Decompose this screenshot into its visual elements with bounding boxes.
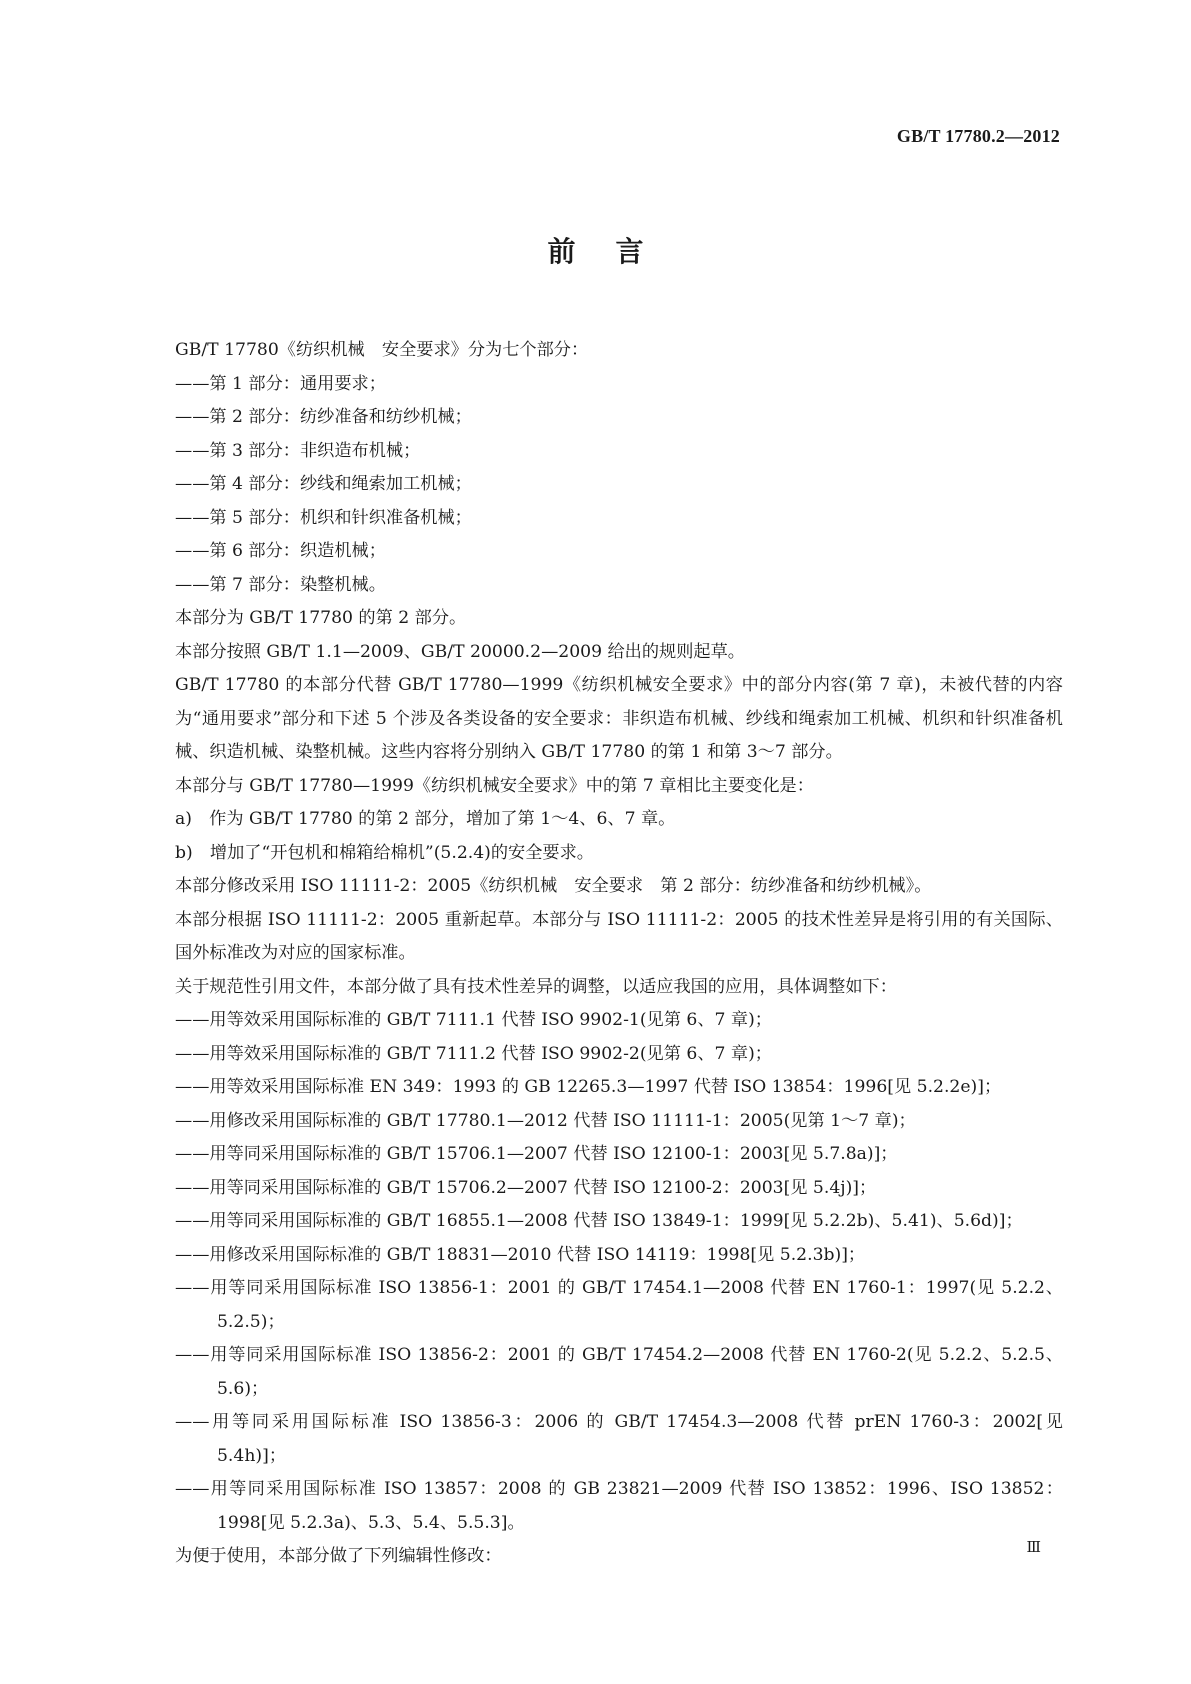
intro-paragraph: GB/T 17780《纺织机械 安全要求》分为七个部分： <box>175 340 589 360</box>
reference-list-item: ——用等同采用国际标准的 GB/T 15706.2—2007 代替 ISO 12100-2：2003[见 5.4j)]； <box>175 1177 877 1198</box>
paragraph: GB/T 17780 的本部分代替 GB/T 17780—1999《纺织机械安全要求》中的部分内容(第 7 章)，未被代替的内容为“通用要求”部分和下述 5 个涉及各类设备的安全要求：非织造布机械、纱线和绳索加工机械、机织和针织准备机械、织造机械、染整机械。这些内容将分别纳入 GB/T 17780 的第 1 和第 3～7 部分。 <box>175 675 1063 762</box>
reference-list-item: ——用等同采用国际标准 ISO 13856-3：2006 的 GB/T 17454.3—2008 代替 prEN 1760-3：2002[见 5.4h)]； <box>175 1412 1063 1466</box>
reference-list-item: ——用等同采用国际标准 ISO 13856-1：2001 的 GB/T 17454.1—2008 代替 EN 1760-1：1997(见 5.2.2、5.2.5)； <box>175 1278 1063 1332</box>
part-list-item: ——第 7 部分：染整机械。 <box>175 574 386 595</box>
document-body <box>175 334 1063 1574</box>
reference-list-item: ——用等效采用国际标准的 GB/T 7111.2 代替 ISO 9902-2(见第 6、7 章)； <box>175 1043 772 1064</box>
page-number: Ⅲ <box>1026 1538 1041 1556</box>
part-list-item: ——第 1 部分：通用要求； <box>175 373 386 394</box>
part-list-item: ——第 3 部分：非织造布机械； <box>175 440 421 461</box>
paragraph: 本部分为 GB/T 17780 的第 2 部分。 <box>175 608 467 628</box>
paragraph: 本部分按照 GB/T 1.1—2009、GB/T 20000.2—2009 给出的规则起草。 <box>175 641 745 662</box>
part-list-item: ——第 4 部分：纱线和绳索加工机械； <box>175 474 472 494</box>
reference-list-item: ——用等效采用国际标准 EN 349：1993 的 GB 12265.3—1997 代替 ISO 13854：1996[见 5.2.2e)]； <box>175 1077 1002 1097</box>
change-list-item: a) 作为 GB/T 17780 的第 2 部分，增加了第 1～4、6、7 章。 <box>175 809 676 829</box>
reference-list-item: ——用等同采用国际标准 ISO 13856-2：2001 的 GB/T 17454.2—2008 代替 EN 1760-2(见 5.2.2、5.2.5、5.6)； <box>175 1345 1063 1399</box>
reference-list-item: ——用修改采用国际标准的 GB/T 18831—2010 代替 ISO 14119：1998[见 5.2.3b)]； <box>175 1244 866 1265</box>
reference-list-item: ——用等同采用国际标准的 GB/T 16855.1—2008 代替 ISO 13849-1：1999[见 5.2.2b)、5.41)、5.6d)]； <box>175 1211 1023 1231</box>
paragraph: 为便于使用，本部分做了下列编辑性修改： <box>175 1546 502 1566</box>
part-list-item: ——第 6 部分：织造机械； <box>175 541 386 561</box>
standard-code: GB/T 17780.2—2012 <box>896 126 1060 146</box>
reference-list-item: ——用等同采用国际标准 ISO 13857：2008 的 GB 23821—2009 代替 ISO 13852：1996、ISO 13852：1998[见 5.2.3a)、5.3、5.4、5.5.3]。 <box>175 1479 1063 1533</box>
paragraph: 本部分修改采用 ISO 11111-2：2005《纺织机械 安全要求 第 2 部分：纺纱准备和纺纱机械》。 <box>175 876 932 896</box>
page-title: 前言 <box>547 235 684 268</box>
part-list-item: ——第 5 部分：机织和针织准备机械； <box>175 507 472 528</box>
reference-list-item: ——用修改采用国际标准的 GB/T 17780.1—2012 代替 ISO 11111-1：2005(见第 1～7 章)； <box>175 1110 916 1131</box>
reference-list-item: ——用等同采用国际标准的 GB/T 15706.1—2007 代替 ISO 12100-1：2003[见 5.7.8a)]； <box>175 1144 898 1164</box>
change-list-item: b) 增加了“开包机和棉箱给棉机”(5.2.4)的安全要求。 <box>175 842 594 863</box>
paragraph: 本部分根据 ISO 11111-2：2005 重新起草。本部分与 ISO 11111-2：2005 的技术性差异是将引用的有关国际、国外标准改为对应的国家标准。 <box>175 909 1063 963</box>
part-list-item: ——第 2 部分：纺纱准备和纺纱机械； <box>175 407 472 427</box>
paragraph: 本部分与 GB/T 17780—1999《纺织机械安全要求》中的第 7 章相比主要变化是： <box>175 775 814 796</box>
paragraph: 关于规范性引用文件，本部分做了具有技术性差异的调整，以适应我国的应用，具体调整如下： <box>175 976 897 997</box>
reference-list-item: ——用等效采用国际标准的 GB/T 7111.1 代替 ISO 9902-1(见第 6、7 章)； <box>175 1010 772 1030</box>
